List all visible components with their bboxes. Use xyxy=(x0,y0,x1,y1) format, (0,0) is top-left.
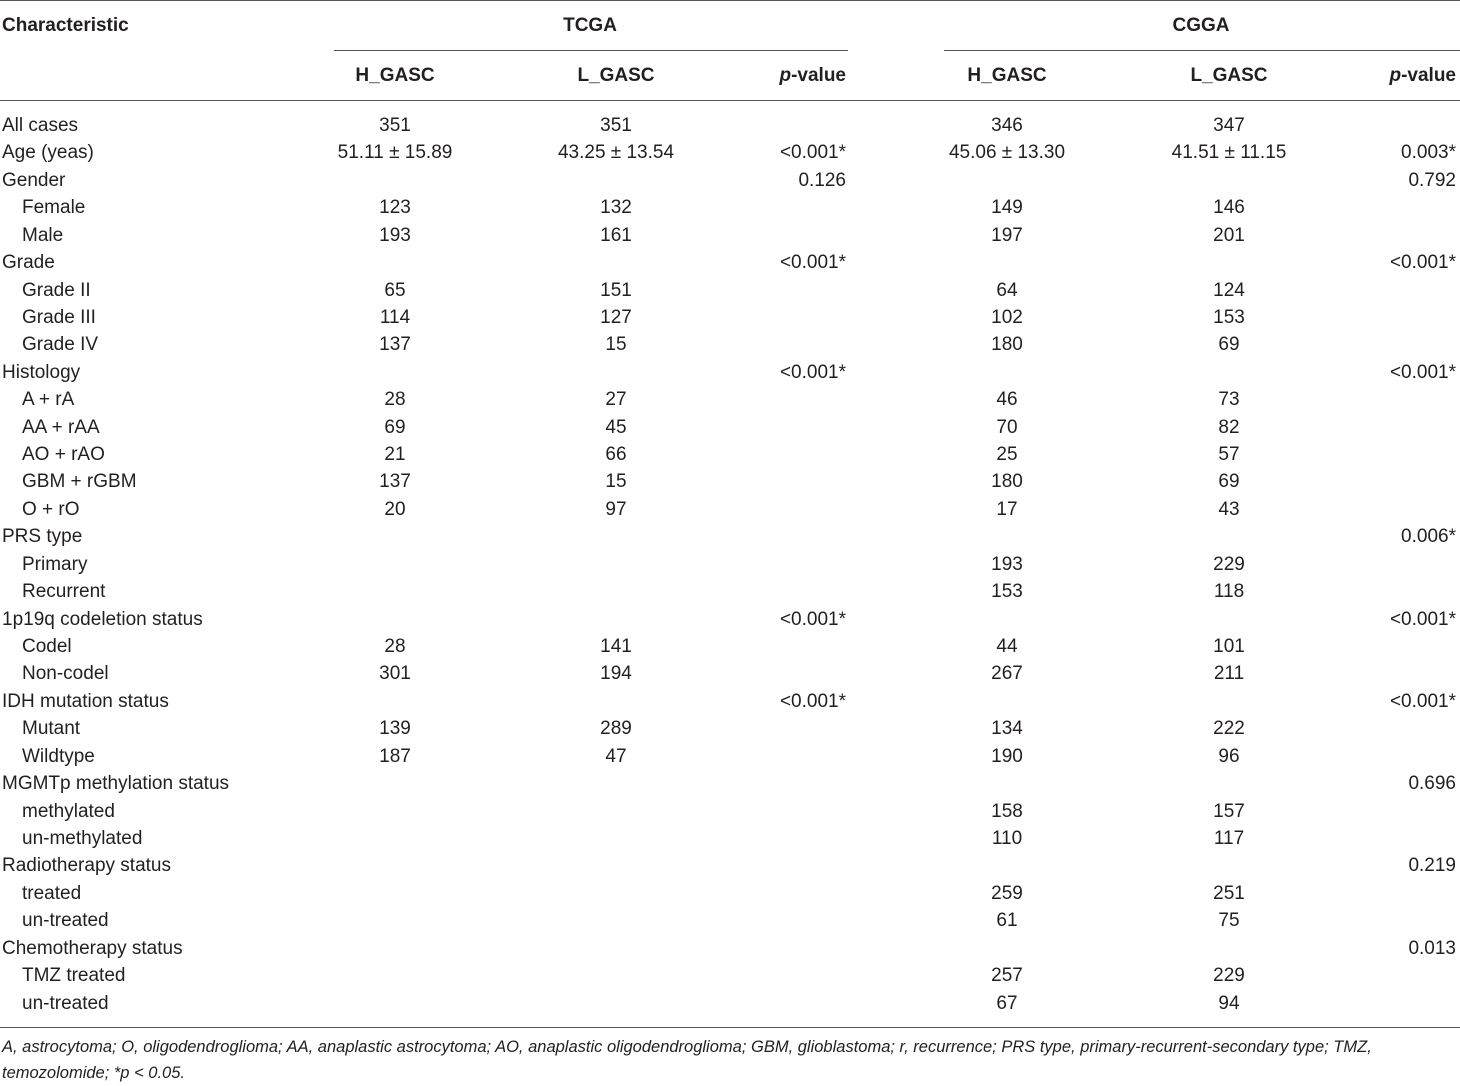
row-label: Wildtype xyxy=(22,745,95,767)
cell-cgga-l-gasc: 201 xyxy=(1213,224,1245,246)
cell-tcga-l-gasc: 97 xyxy=(605,498,627,520)
header-cgga-l-gasc: L_GASC xyxy=(1190,65,1268,86)
cell-cgga-h-gasc: 45.06 ± 13.30 xyxy=(948,142,1066,164)
cell-cgga-p-value: 0.792 xyxy=(1408,169,1456,191)
row-label: un-treated xyxy=(22,910,109,932)
table-row xyxy=(0,194,1460,221)
cell-cgga-p-value: <0.001* xyxy=(1389,690,1456,712)
table-row xyxy=(0,277,1460,304)
cell-cgga-h-gasc: 64 xyxy=(996,279,1018,301)
row-label: AO + rAO xyxy=(22,444,105,466)
header-cgga-h-gasc: H_GASC xyxy=(967,65,1047,86)
p-suffix: -value xyxy=(791,65,846,86)
table-row xyxy=(0,743,1460,770)
cell-tcga-l-gasc: 132 xyxy=(600,197,632,219)
table-row xyxy=(0,578,1460,605)
cell-cgga-h-gasc: 180 xyxy=(991,334,1023,356)
cell-tcga-p-value: <0.001* xyxy=(779,608,846,630)
table-row xyxy=(0,825,1460,852)
table-row xyxy=(0,523,1460,550)
cell-cgga-l-gasc: 211 xyxy=(1213,663,1245,685)
header-bottom-rule xyxy=(0,100,1460,101)
header-characteristic: Characteristic xyxy=(2,15,129,36)
row-label: treated xyxy=(22,882,82,904)
p-italic: p xyxy=(779,65,792,86)
cell-tcga-p-value: <0.001* xyxy=(779,252,846,274)
table-row xyxy=(0,715,1460,742)
table-row xyxy=(0,633,1460,660)
cell-tcga-p-value: <0.001* xyxy=(779,361,846,383)
row-label: Chemotherapy status xyxy=(2,937,183,959)
header-cgga-p-value xyxy=(1389,65,1456,87)
table-row xyxy=(0,907,1460,934)
p-suffix: -value xyxy=(1401,65,1456,86)
row-label: GBM + rGBM xyxy=(22,471,137,493)
table-row xyxy=(0,660,1460,687)
cell-cgga-l-gasc: 101 xyxy=(1213,636,1245,658)
row-label: methylated xyxy=(22,800,115,822)
cell-cgga-h-gasc: 180 xyxy=(991,471,1023,493)
row-label: Grade IV xyxy=(22,334,99,356)
table-row xyxy=(0,496,1460,523)
cell-cgga-h-gasc: 17 xyxy=(996,498,1018,520)
row-label: Non-codel xyxy=(22,663,109,685)
header-group-cgga: CGGA xyxy=(1172,15,1230,36)
cell-cgga-l-gasc: 118 xyxy=(1213,581,1245,603)
p-italic: p xyxy=(1389,65,1402,86)
cell-tcga-h-gasc: 69 xyxy=(384,416,406,438)
cell-cgga-h-gasc: 70 xyxy=(996,416,1018,438)
cell-cgga-l-gasc: 153 xyxy=(1213,306,1245,328)
row-label: PRS type xyxy=(2,526,83,548)
cell-cgga-p-value: 0.696 xyxy=(1408,773,1456,795)
cell-tcga-l-gasc: 15 xyxy=(605,471,627,493)
row-label: O + rO xyxy=(22,498,80,520)
cell-cgga-h-gasc: 134 xyxy=(991,718,1023,740)
cell-cgga-l-gasc: 82 xyxy=(1218,416,1240,438)
cell-cgga-p-value: <0.001* xyxy=(1389,252,1456,274)
cell-cgga-l-gasc: 94 xyxy=(1218,992,1240,1014)
cell-tcga-l-gasc: 45 xyxy=(605,416,627,438)
cell-tcga-l-gasc: 66 xyxy=(605,444,627,466)
table-row xyxy=(0,139,1460,166)
cell-tcga-h-gasc: 301 xyxy=(379,663,411,685)
cell-tcga-l-gasc: 151 xyxy=(600,279,632,301)
cell-tcga-l-gasc: 141 xyxy=(600,636,632,658)
cell-cgga-h-gasc: 110 xyxy=(991,827,1023,849)
table-row xyxy=(0,414,1460,441)
row-label: Gender xyxy=(2,169,66,191)
cell-tcga-p-value: <0.001* xyxy=(779,142,846,164)
cell-tcga-l-gasc: 194 xyxy=(600,663,632,685)
cell-cgga-l-gasc: 347 xyxy=(1213,115,1245,136)
table-row xyxy=(0,359,1460,386)
table-row xyxy=(0,112,1460,139)
cell-tcga-h-gasc: 137 xyxy=(379,334,411,356)
row-label: Age (yeas) xyxy=(2,142,94,164)
cell-cgga-l-gasc: 43 xyxy=(1218,498,1240,520)
header-tcga-p-value xyxy=(779,65,846,87)
cell-tcga-l-gasc: 43.25 ± 13.54 xyxy=(557,142,675,164)
table-row xyxy=(0,688,1460,715)
cell-cgga-h-gasc: 67 xyxy=(996,992,1018,1014)
cell-tcga-l-gasc: 47 xyxy=(605,745,627,767)
cell-tcga-h-gasc: 28 xyxy=(384,636,406,658)
cell-cgga-l-gasc: 251 xyxy=(1213,882,1245,904)
row-label: Grade xyxy=(2,252,55,274)
header-tcga-l-gasc: L_GASC xyxy=(577,65,655,86)
table-row xyxy=(0,304,1460,331)
table-top-rule xyxy=(0,0,1460,1)
cell-cgga-h-gasc: 346 xyxy=(991,115,1023,136)
table-bottom-rule xyxy=(0,1027,1460,1028)
cell-cgga-h-gasc: 102 xyxy=(991,306,1023,328)
table-row xyxy=(0,880,1460,907)
cell-cgga-h-gasc: 158 xyxy=(991,800,1023,822)
table-row xyxy=(0,331,1460,358)
row-label: Grade III xyxy=(22,306,96,328)
table-footnote: A, astrocytoma; O, oligodendroglioma; AA, anaplastic astrocytoma; AO, anaplastic oligodendroglioma; GBM, glioblastoma; r, recurrence; PRS type, primary-recurrent-secondary type; TMZ, temozolomide; *p < 0.05. xyxy=(2,1038,1372,1082)
table-row xyxy=(0,441,1460,468)
cell-cgga-l-gasc: 96 xyxy=(1218,745,1240,767)
cell-tcga-l-gasc: 27 xyxy=(605,389,627,411)
table-row xyxy=(0,249,1460,276)
row-label: Male xyxy=(22,224,64,246)
cell-tcga-h-gasc: 21 xyxy=(384,444,406,466)
cell-cgga-h-gasc: 259 xyxy=(991,882,1023,904)
cell-cgga-l-gasc: 229 xyxy=(1213,553,1245,575)
cell-cgga-l-gasc: 73 xyxy=(1218,389,1240,411)
table-row xyxy=(0,551,1460,578)
cell-tcga-h-gasc: 123 xyxy=(379,197,411,219)
cell-cgga-h-gasc: 190 xyxy=(991,745,1023,767)
tcga-group-underline xyxy=(334,50,848,51)
cell-cgga-h-gasc: 153 xyxy=(991,581,1023,603)
cell-cgga-p-value: 0.013 xyxy=(1408,937,1456,959)
cell-tcga-h-gasc: 193 xyxy=(379,224,411,246)
cell-cgga-l-gasc: 146 xyxy=(1213,197,1245,219)
cell-tcga-h-gasc: 51.11 ± 15.89 xyxy=(337,142,453,164)
cell-cgga-h-gasc: 44 xyxy=(996,636,1018,658)
cell-tcga-h-gasc: 28 xyxy=(384,389,406,411)
table-row xyxy=(0,222,1460,249)
cell-cgga-h-gasc: 193 xyxy=(991,553,1023,575)
cell-tcga-h-gasc: 187 xyxy=(379,745,411,767)
cell-tcga-h-gasc: 137 xyxy=(379,471,411,493)
row-label: Codel xyxy=(22,636,72,658)
cell-cgga-l-gasc: 75 xyxy=(1218,910,1240,932)
row-label: IDH mutation status xyxy=(2,690,169,712)
table-row xyxy=(0,386,1460,413)
row-label: 1p19q codeletion status xyxy=(2,608,203,630)
header-tcga-h-gasc: H_GASC xyxy=(355,65,435,86)
cell-tcga-h-gasc: 114 xyxy=(379,306,411,328)
table-row xyxy=(0,468,1460,495)
row-label: MGMTp methylation status xyxy=(2,773,230,795)
table-row xyxy=(0,935,1460,962)
row-label: All cases xyxy=(2,115,79,136)
table-row xyxy=(0,770,1460,797)
row-label: Primary xyxy=(22,553,88,575)
cell-cgga-l-gasc: 157 xyxy=(1213,800,1245,822)
cell-cgga-h-gasc: 25 xyxy=(996,444,1018,466)
cell-cgga-l-gasc: 124 xyxy=(1213,279,1245,301)
cell-tcga-l-gasc: 351 xyxy=(600,115,632,136)
cell-cgga-p-value: 0.219 xyxy=(1408,855,1456,877)
table-row xyxy=(0,167,1460,194)
row-label: Female xyxy=(22,197,86,219)
cell-tcga-l-gasc: 289 xyxy=(600,718,632,740)
cell-cgga-h-gasc: 61 xyxy=(996,910,1018,932)
table-row xyxy=(0,962,1460,989)
cell-cgga-p-value: <0.001* xyxy=(1389,361,1456,383)
table-row xyxy=(0,798,1460,825)
cell-tcga-h-gasc: 20 xyxy=(384,498,406,520)
cell-cgga-h-gasc: 257 xyxy=(991,965,1023,987)
cell-cgga-l-gasc: 41.51 ± 11.15 xyxy=(1171,142,1287,164)
cell-cgga-p-value: 0.006* xyxy=(1401,526,1456,548)
row-label: Grade II xyxy=(22,279,91,301)
cell-cgga-l-gasc: 69 xyxy=(1218,471,1240,493)
cell-cgga-h-gasc: 149 xyxy=(991,197,1023,219)
table-row xyxy=(0,852,1460,879)
table-row xyxy=(0,990,1460,1017)
cell-cgga-h-gasc: 267 xyxy=(991,663,1023,685)
cell-cgga-l-gasc: 57 xyxy=(1218,444,1240,466)
cell-tcga-h-gasc: 351 xyxy=(379,115,411,136)
cell-cgga-h-gasc: 46 xyxy=(996,389,1018,411)
row-label: TMZ treated xyxy=(22,965,126,987)
row-label: A + rA xyxy=(22,389,75,411)
cell-cgga-l-gasc: 222 xyxy=(1213,718,1245,740)
cell-cgga-p-value: <0.001* xyxy=(1389,608,1456,630)
row-label: Histology xyxy=(2,361,81,383)
cell-tcga-h-gasc: 139 xyxy=(379,718,411,740)
cell-cgga-h-gasc: 197 xyxy=(991,224,1023,246)
cell-tcga-h-gasc: 65 xyxy=(384,279,406,301)
cell-tcga-l-gasc: 161 xyxy=(600,224,632,246)
row-label: Radiotherapy status xyxy=(2,855,171,877)
cell-tcga-p-value: <0.001* xyxy=(779,690,846,712)
cell-cgga-l-gasc: 69 xyxy=(1218,334,1240,356)
cell-cgga-l-gasc: 117 xyxy=(1213,827,1245,849)
cell-cgga-p-value: 0.003* xyxy=(1401,142,1456,164)
cgga-group-underline xyxy=(944,50,1460,51)
cell-tcga-l-gasc: 15 xyxy=(605,334,627,356)
row-label: AA + rAA xyxy=(22,416,100,438)
cell-tcga-l-gasc: 127 xyxy=(600,306,632,328)
table-row xyxy=(0,606,1460,633)
header-group-tcga: TCGA xyxy=(563,15,617,36)
cell-tcga-p-value: 0.126 xyxy=(798,169,846,191)
table-body xyxy=(0,112,1460,1017)
row-label: Recurrent xyxy=(22,581,106,603)
row-label: un-methylated xyxy=(22,827,143,849)
row-label: Mutant xyxy=(22,718,81,740)
row-label: un-treated xyxy=(22,992,109,1014)
cell-cgga-l-gasc: 229 xyxy=(1213,965,1245,987)
